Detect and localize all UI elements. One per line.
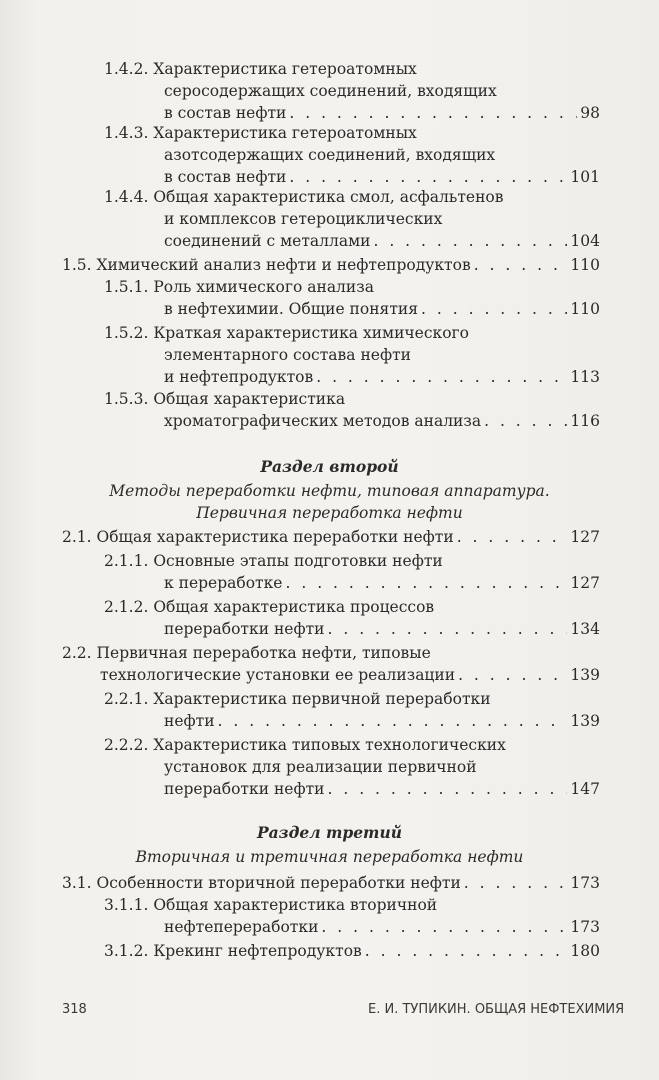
leader-dots [328, 778, 568, 800]
toc-entry-1-5-3-line2 [164, 410, 600, 432]
toc-page-number: 173 [570, 918, 600, 936]
toc-page-number: 104 [570, 232, 600, 250]
leader-dots [474, 254, 568, 276]
toc-entry-2-1-2-line1 [104, 596, 434, 618]
toc-entry-1-4-4-line2: и комплексов гетероциклических [164, 210, 443, 228]
leader-dots [328, 618, 568, 640]
toc-entry-1-4-3-line2: азотсодержащих соединений, входящих [164, 146, 496, 164]
toc-title: Характеристика гетероатомных [153, 124, 417, 142]
toc-entry-1-5-2-line2: элементарного состава нефти [164, 346, 411, 364]
leader-dots [365, 940, 568, 962]
toc-title: Характеристика типовых технологических [153, 736, 506, 754]
toc-entry-3-1 [62, 872, 600, 894]
toc-number: 2.2.2. [104, 736, 149, 754]
toc-number: 1.5.3. [104, 390, 149, 408]
toc-title: Общая характеристика [153, 390, 346, 408]
toc-number: 3.1.1. [104, 896, 149, 914]
toc-entry-2-1-1-line1 [104, 550, 443, 572]
toc-title: нефти [164, 712, 215, 730]
toc-title: 1.5. Химический анализ нефти и нефтепродуктов [62, 256, 471, 274]
section-subtitle: Методы переработки нефти, типовая аппаратура. [109, 482, 550, 500]
leader-dots [458, 664, 567, 686]
toc-entry-1-4-2-line2: серосодержащих соединений, входящих [164, 82, 497, 100]
leader-dots [321, 916, 567, 938]
leader-dots [484, 410, 567, 432]
leader-dots [289, 166, 567, 188]
toc-entry-1-5 [62, 254, 600, 276]
toc-entry-2-2-line1 [62, 642, 431, 664]
toc-number: 1.4.3. [104, 124, 149, 142]
toc-number: 2.1.1. [104, 552, 149, 570]
toc-title: Характеристика первичной переработки [153, 690, 491, 708]
toc-entry-1-5-3-line1 [104, 388, 345, 410]
toc-entry-2-1-2-line2 [164, 618, 600, 640]
toc-page-number: 173 [570, 874, 600, 892]
toc-entry-2-2-1-line1 [104, 688, 491, 710]
toc-title: 2.1. Общая характеристика переработки нефти [62, 528, 454, 546]
toc-entry-2-1 [62, 526, 600, 548]
toc-title: Общая характеристика вторичной [153, 896, 438, 914]
toc-entry-1-4-4-line1 [104, 186, 503, 208]
leader-dots [457, 526, 568, 548]
toc-title: Первичная переработка нефти, типовые [96, 644, 431, 662]
toc-page-number: 110 [570, 256, 600, 274]
toc-title: и нефтепродуктов [164, 368, 314, 386]
page-number: 318 [62, 1002, 87, 1017]
toc-number: 1.5.1. [104, 278, 149, 296]
toc-title: соединений с металлами [164, 232, 371, 250]
toc-title: хроматографических методов анализа [164, 412, 482, 430]
leader-dots [421, 298, 567, 320]
toc-page-number: 139 [570, 712, 600, 730]
toc-page-number: 134 [570, 620, 600, 638]
section-subtitle: Вторичная и третичная переработка нефти [135, 848, 524, 866]
toc-entry-1-4-3-line1 [104, 122, 417, 144]
leader-dots [289, 102, 577, 124]
toc-number: 1.5.2. [104, 324, 149, 342]
toc-entry-2-1-1-line2 [164, 572, 600, 594]
toc-entry-1-5-2-line3 [164, 366, 600, 388]
toc-number: 2.2.1. [104, 690, 149, 708]
toc-entry-1-4-2-line1 [104, 58, 417, 80]
toc-page-number: 110 [570, 300, 600, 318]
toc-title: Краткая характеристика химического [153, 324, 469, 342]
toc-title: в состав нефти [164, 104, 287, 122]
toc-title: к переработке [164, 574, 283, 592]
toc-title: Общая характеристика процессов [153, 598, 435, 616]
toc-page-number: 139 [570, 666, 600, 684]
toc-title: Характеристика гетероатомных [153, 60, 417, 78]
running-title: Е. И. ТУПИКИН. ОБЩАЯ НЕФТЕХИМИЯ [368, 1002, 625, 1017]
toc-page-number: 180 [570, 942, 600, 960]
toc-title: переработки нефти [164, 780, 325, 798]
toc-title: переработки нефти [164, 620, 325, 638]
section-subtitle: Первичная переработка нефти [196, 504, 463, 522]
toc-entry-3-1-2 [104, 940, 600, 962]
leader-dots [285, 572, 567, 594]
toc-number: 1.4.2. [104, 60, 149, 78]
toc-entry-3-1-1-line1 [104, 894, 437, 916]
toc-number: 2.1.2. [104, 598, 149, 616]
toc-title: Основные этапы подготовки нефти [153, 552, 443, 570]
leader-dots [464, 872, 568, 894]
toc-entry-1-4-4-line3 [164, 230, 600, 252]
toc-title: 3.1. Особенности вторичной переработки нефти [62, 874, 461, 892]
toc-entry-1-5-1-line2 [164, 298, 600, 320]
toc-page-number: 98 [580, 104, 600, 122]
leader-dots [373, 230, 567, 252]
toc-entry-1-5-2-line1 [104, 322, 469, 344]
toc-title: в нефтехимии. Общие понятия [164, 300, 419, 318]
toc-entry-1-5-1-line1 [104, 276, 374, 298]
toc-number: 2.2. [62, 644, 92, 662]
section-title: Раздел второй [260, 457, 399, 476]
toc-entry-2-2-2-line1 [104, 734, 506, 756]
section-title: Раздел третий [256, 823, 402, 842]
toc-title: Общая характеристика смол, асфальтенов [153, 188, 504, 206]
toc-entry-2-2-line2 [100, 664, 600, 686]
toc-page-number: 127 [570, 528, 600, 546]
toc-page-number: 127 [570, 574, 600, 592]
toc-entry-2-2-2-line3 [164, 778, 600, 800]
toc-entry-1-4-3-line3 [164, 166, 600, 188]
toc-page-number: 101 [570, 168, 600, 186]
toc-entry-1-4-2-line3 [164, 102, 600, 124]
toc-title: нефтепереработки [164, 918, 319, 936]
toc-entry-3-1-1-line2 [164, 916, 600, 938]
toc-title: технологические установки ее реализации [100, 666, 456, 684]
toc-title: в состав нефти [164, 168, 287, 186]
toc-entry-2-2-2-line2: установок для реализации первичной [164, 758, 477, 776]
toc-page-number: 147 [570, 780, 600, 798]
toc-page-number: 113 [570, 368, 600, 386]
toc-number: 1.4.4. [104, 188, 149, 206]
toc-page-number: 116 [570, 412, 600, 430]
toc-title: Роль химического анализа [153, 278, 374, 296]
leader-dots [218, 710, 568, 732]
leader-dots [316, 366, 567, 388]
toc-title: 3.1.2. Крекинг нефтепродуктов [104, 942, 362, 960]
toc-entry-2-2-1-line2 [164, 710, 600, 732]
